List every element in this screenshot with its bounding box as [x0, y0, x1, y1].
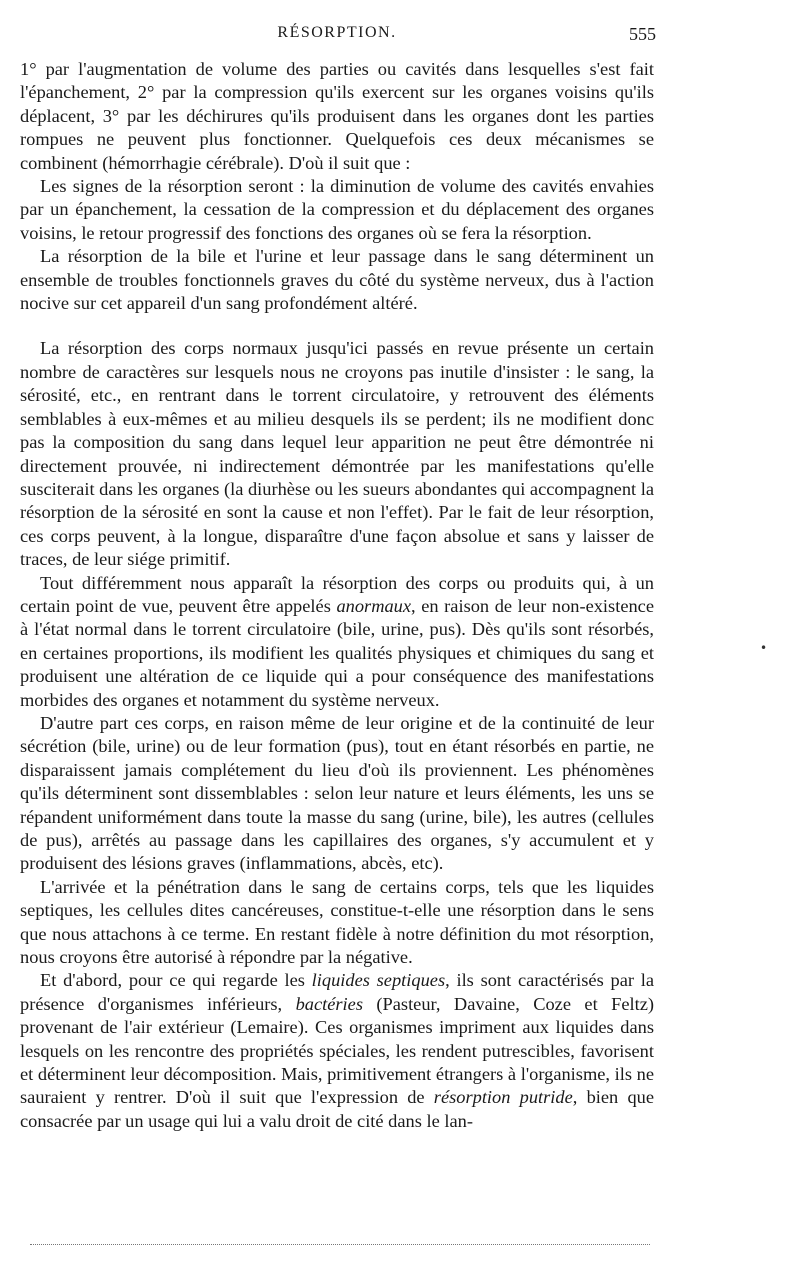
- footer-dotted-rule: [30, 1244, 650, 1245]
- paragraph-bile-urine: La résorption de la bile et l'urine et leur passage dans le sang déterminent un ensemble de troubles fonctionnels graves du côté du système nerveux, dus à l'action nocive sur cet appareil d'un sang profondément altéré.: [20, 246, 654, 314]
- text-run: , en raison de leur non-existence à l'état normal dans le torrent circulatoire (bile, urine, pus). Dès qu'ils sont résorbés, en certaines proportions, ils modifient les qualités physiques et chimiques du sang et produisent une altération de ce liquide qui a pour conséquence des manifestations morbides des organes et notamment du système nerveux.: [20, 595, 654, 710]
- text-run: Et d'abord, pour ce qui regarde les: [40, 970, 312, 991]
- page-number: 555: [629, 24, 656, 44]
- italic-term: résorption putride: [433, 1087, 573, 1108]
- page-title: RÉSORPTION.: [277, 24, 397, 41]
- running-header: [20, 22, 654, 52]
- italic-term: liquides septiques: [311, 970, 446, 991]
- text-run: (Pasteur, Davaine, Coze et Feltz) provenant de l'air extérieur (Lemaire). Ces organismes impriment aux liquides dans lesquels on les rencontre des propriétés spéciales, les rendent putrescibles, favorisent et déterminent leur décomposition. Mais, primitivement étrangers à l'organisme, ils ne sauraient y rentrer. D'où il suit que l'expression de: [20, 993, 654, 1108]
- paragraph-signs: Les signes de la résorption seront : la diminution de volume des cavités envahies par un épanchement, la cessation de la compression et du déplacement des organes voisins, le retour progressif des fonctions des organes où se fera la résorption.: [20, 176, 654, 243]
- italic-term: anormaux: [336, 595, 412, 616]
- paragraph-other-part: D'autre part ces corps, en raison même de leur origine et de la continuité de leur sécrétion (bile, urine) ou de leur formation (pus), tout en étant résorbés en partie, ne disparaissent jamais complétement du lieu d'où ils proviennent. Les phénomènes qu'ils déterminent sont dissemblables : selon leur nature et leurs éléments, les uns se répandent uniformément dans toute la masse du sang (urine, bile), les autres (cellules de pus), arrêtés au passage dans les capillaires des organes, s'y accumulent et y produisent des lésions graves (inflammations, abcès, etc).: [20, 712, 654, 874]
- text-run: Tout différemment nous apparaît la résorption des corps ou produits qui, à un certain point de vue, peuvent être appelés: [20, 572, 654, 616]
- text-run: , bien que consacrée par un usage qui lui a valu droit de cité dans le lan-: [20, 1087, 654, 1131]
- margin-mark: •: [760, 641, 768, 655]
- section-gap: [20, 315, 654, 337]
- paragraph-normal-bodies: La résorption des corps normaux jusqu'ici passés en revue présente un certain nombre de caractères sur lesquels nous ne croyons pas inutile d'insister : le sang, la sérosité, etc., en rentrant dans le torrent circulatoire, y retrouvent des éléments semblables à eux-mêmes et au milieu desquels ils se perdent; ils ne modifient donc pas la composition du sang dans lequel leur apparition ne peut être démontrée ni directement prouvée, ni indirectement démontrée par les manifestations qu'elle susciterait dans les organes (la diurhèse ou les sueurs abondantes qui accompagnent la résorption de la sérosité en sont la cause et non l'effet). Par le fait de leur résorption, ces corps peuvent, à la longue, disparaître d'une façon absolue et sans y laisser de traces, de leur siége primitif.: [20, 338, 654, 570]
- document-page: [20, 22, 654, 1133]
- paragraph-arrival: L'arrivée et la pénétration dans le sang de certains corps, tels que les liquides septiques, les cellules dites cancéreuses, constitue-t-elle une résorption dans le sens que nous attachons à ce terme. En restant fidèle à notre définition du mot résorption, nous croyons être autorisé à répondre par la négative.: [20, 876, 654, 968]
- paragraph-septic-liquids: [20, 969, 654, 1133]
- italic-term: bactéries: [295, 993, 363, 1014]
- paragraph-abnormal-bodies: [20, 572, 654, 712]
- paragraph-continuation: 1° par l'augmentation de volume des parties ou cavités dans lesquelles s'est fait l'épanchement, 2° par la compression qu'ils exercent sur les organes voisins qu'ils déplacent, 3° par les déchirures qu'ils produisent dans les organes dont les parties rompues ne peuvent plus fonctionner. Quelquefois ces deux mécanismes se combinent (hémorrhagie cérébrale). D'où il suit que :: [20, 59, 654, 173]
- text-run: , ils sont caractérisés par la présence d'organismes inférieurs,: [20, 970, 654, 1014]
